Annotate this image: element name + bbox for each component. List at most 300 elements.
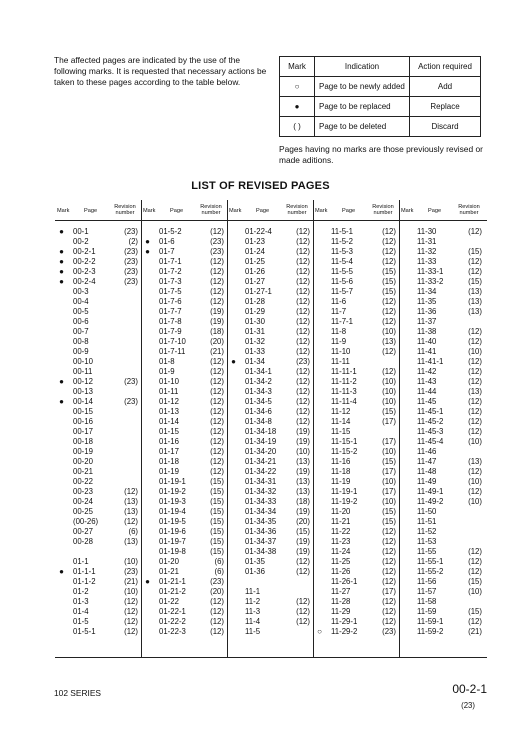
revision-number: (13) (468, 297, 482, 306)
list-item (401, 417, 483, 427)
page-id: 11-32 (417, 247, 437, 256)
list-item (229, 397, 311, 407)
revision-number: (12) (468, 557, 482, 566)
page-revision: (23) (461, 701, 475, 710)
list-item (143, 517, 225, 527)
col-header-mark: Mark (143, 208, 156, 214)
page-id: 11-30 (417, 227, 437, 236)
page-id: 01-36 (245, 567, 265, 576)
list-item (143, 457, 225, 467)
page-id: 00-1 (73, 227, 89, 236)
list-item (229, 417, 311, 427)
page-id: 01-34 (245, 357, 265, 366)
list-item (229, 387, 311, 397)
revision-number: (13) (468, 387, 482, 396)
page-id: 01-24 (245, 247, 265, 256)
page-id: 01-5-1 (73, 627, 96, 636)
list-item (57, 317, 139, 327)
revision-number: (12) (382, 607, 396, 616)
revision-number: (18) (296, 497, 310, 506)
list-item (57, 237, 139, 247)
list-item (315, 517, 397, 527)
revision-number: (23) (210, 237, 224, 246)
revision-number: (15) (210, 477, 224, 486)
revision-number: (12) (468, 547, 482, 556)
page-id: 01-16 (159, 437, 179, 446)
page-id: 11-59-2 (417, 627, 444, 636)
list-item (315, 457, 397, 467)
list-item (315, 627, 397, 637)
revision-number: (15) (210, 507, 224, 516)
page-id: 00-14 (73, 397, 93, 406)
revision-mark: ● (59, 567, 64, 576)
list-item (143, 337, 225, 347)
revision-number: (12) (468, 397, 482, 406)
list-item (143, 347, 225, 357)
revision-number: (15) (382, 507, 396, 516)
revision-number: (12) (296, 597, 310, 606)
list-item (143, 587, 225, 597)
revision-number: (13) (468, 307, 482, 316)
page-id: 01-34-32 (245, 487, 277, 496)
revision-number: (12) (382, 257, 396, 266)
col-header-mark: Mark (401, 208, 414, 214)
revision-number: (12) (382, 547, 396, 556)
list-item (401, 527, 483, 537)
revision-number: (10) (468, 347, 482, 356)
revision-number: (23) (124, 377, 138, 386)
revision-number: (12) (382, 567, 396, 576)
list-item (315, 567, 397, 577)
revision-number: (12) (382, 577, 396, 586)
page-id: 11-33-1 (417, 267, 444, 276)
revision-number: (12) (382, 537, 396, 546)
col-header-revision: Revision number (114, 204, 136, 217)
page-id: 11-33-2 (417, 277, 444, 286)
page-id: 01-34-35 (245, 517, 277, 526)
revision-number: (12) (210, 627, 224, 636)
page-id: 11-26 (331, 567, 351, 576)
list-item (315, 267, 397, 277)
page-id: 01-22-4 (245, 227, 272, 236)
list-item (315, 307, 397, 317)
list-item (315, 287, 397, 297)
page-id: 01-35 (245, 557, 265, 566)
revision-number: (10) (382, 387, 396, 396)
revision-mark: ● (59, 377, 64, 386)
revision-number: (6) (214, 557, 224, 566)
page-id: 01-7-11 (159, 347, 186, 356)
page-id: 00-11 (73, 367, 93, 376)
revision-number: (23) (210, 577, 224, 586)
page-id: 11-31 (417, 237, 437, 246)
list-item (229, 597, 311, 607)
list-item (229, 307, 311, 317)
page-id: 00-8 (73, 337, 89, 346)
page-id: 01-1 (73, 557, 89, 566)
page-id: 11-21 (331, 517, 351, 526)
revision-number: (19) (296, 537, 310, 546)
revision-number: (17) (382, 437, 396, 446)
list-item (315, 617, 397, 627)
list-item (315, 557, 397, 567)
revision-number: (13) (124, 507, 138, 516)
list-item (57, 397, 139, 407)
list-item (57, 437, 139, 447)
revision-number: (12) (382, 557, 396, 566)
revision-number: (12) (296, 267, 310, 276)
page-id: 01-19-7 (159, 537, 186, 546)
revision-number: (15) (382, 407, 396, 416)
revision-number: (12) (382, 527, 396, 536)
col-header-page: Page (342, 208, 356, 214)
list-item (229, 317, 311, 327)
list-item (143, 367, 225, 377)
revision-number: (12) (468, 227, 482, 236)
list-item (401, 297, 483, 307)
revision-number: (20) (210, 337, 224, 346)
list-item (143, 617, 225, 627)
list-item (229, 427, 311, 437)
revision-number: (12) (296, 297, 310, 306)
list-item (57, 517, 139, 527)
list-item (143, 237, 225, 247)
revision-number: (21) (124, 577, 138, 586)
list-item (229, 457, 311, 467)
page-id: 11-16 (331, 457, 351, 466)
revision-number: (12) (296, 247, 310, 256)
page-id: 00-16 (73, 417, 93, 426)
revision-number: (12) (210, 297, 224, 306)
page-id: 00-25 (73, 507, 93, 516)
page-id: 11-9 (331, 337, 347, 346)
list-item (57, 617, 139, 627)
page-id: 01-34-36 (245, 527, 277, 536)
list-item (143, 477, 225, 487)
page-id: 11-5-3 (331, 247, 353, 256)
page-id: 01-7-8 (159, 317, 182, 326)
list-item (315, 447, 397, 457)
page-id: 01-19-2 (159, 487, 186, 496)
revision-number: (10) (382, 327, 396, 336)
page-id: 01-3 (73, 597, 89, 606)
list-item (401, 627, 483, 637)
list-item (401, 427, 483, 437)
page-id: 11-15 (331, 427, 351, 436)
page-id: 01-7-7 (159, 307, 182, 316)
revision-number: (13) (468, 287, 482, 296)
list-item (401, 377, 483, 387)
revision-number: (12) (124, 607, 138, 616)
page-id: 11-4 (245, 617, 261, 626)
column-divider (141, 200, 142, 658)
page-id: 11-7-1 (331, 317, 353, 326)
revision-number: (17) (382, 417, 396, 426)
revision-number: (23) (296, 357, 310, 366)
list-item (401, 557, 483, 567)
revision-number: (12) (210, 447, 224, 456)
list-item (143, 547, 225, 557)
list-item (57, 557, 139, 567)
list-item (315, 247, 397, 257)
page-id: 11-48 (417, 467, 437, 476)
page-id: 01-7-3 (159, 277, 182, 286)
list-item (401, 367, 483, 377)
revision-number: (10) (296, 447, 310, 456)
page-id: 11-11-3 (331, 387, 357, 396)
action-text: Add (410, 77, 481, 97)
revision-number: (15) (382, 277, 396, 286)
page-id: 01-13 (159, 407, 179, 416)
list-item (57, 407, 139, 417)
list-item (401, 437, 483, 447)
revision-mark: ● (59, 397, 64, 406)
list-item (57, 597, 139, 607)
page-id: 11-35 (417, 297, 437, 306)
list-item (229, 337, 311, 347)
page-id: 11-5-6 (331, 277, 353, 286)
page-id: 11-57 (417, 587, 437, 596)
list-item (401, 497, 483, 507)
list-item (57, 457, 139, 467)
page-id: 01-10 (159, 377, 179, 386)
page-id: 01-7-1 (159, 257, 182, 266)
page-id: 01-34-37 (245, 537, 277, 546)
list-item (57, 387, 139, 397)
col-header-page: Page (256, 208, 270, 214)
list-item (57, 507, 139, 517)
intro-text: The affected pages are indicated by the use of the following marks. It is requested that necessary actions be taken to these pages according to the table below. (54, 55, 267, 87)
list-item (315, 277, 397, 287)
revision-number: (6) (128, 527, 138, 536)
list-item (229, 277, 311, 287)
list-item (229, 587, 311, 597)
page-id: 11-24 (331, 547, 351, 556)
revision-number: (12) (296, 347, 310, 356)
indication-text: Page to be newly added (315, 77, 410, 97)
page-id: 11-14 (331, 417, 351, 426)
list-item (57, 347, 139, 357)
page-id: 01-21 (159, 567, 179, 576)
revision-number: (19) (210, 317, 224, 326)
indication-text: Page to be deleted (315, 117, 410, 137)
page-id: 11-11-4 (331, 397, 357, 406)
list-item (57, 577, 139, 587)
list-item (315, 257, 397, 267)
page-id: 01-28 (245, 297, 265, 306)
page-id: 11-58 (417, 597, 437, 606)
page-id: 01-34-34 (245, 507, 277, 516)
revision-number: (13) (296, 477, 310, 486)
revision-number: (12) (468, 357, 482, 366)
page-id: 11-20 (331, 507, 351, 516)
page-id: 01-15 (159, 427, 179, 436)
list-item (315, 357, 397, 367)
page-id: 00-6 (73, 317, 89, 326)
note-text: Pages having no marks are those previously revised or made aditions. (279, 144, 483, 165)
page-id: 01-34-3 (245, 387, 272, 396)
list-item (401, 317, 483, 327)
revision-mark: ○ (317, 627, 322, 636)
list-item (315, 337, 397, 347)
col-header-page: Page (84, 208, 98, 214)
revision-number: (12) (382, 617, 396, 626)
list-item (57, 487, 139, 497)
revision-number: (10) (382, 397, 396, 406)
page-id: 01-31 (245, 327, 265, 336)
page-id: 01-11 (159, 387, 179, 396)
page-id: 01-27 (245, 277, 265, 286)
page-id: 01-26 (245, 267, 265, 276)
list-item (229, 497, 311, 507)
revision-number: (12) (468, 377, 482, 386)
page-id: 01-34-2 (245, 377, 272, 386)
bottom-rule (55, 657, 487, 658)
list-item (57, 447, 139, 457)
revision-number: (23) (210, 247, 224, 256)
revision-number: (12) (210, 407, 224, 416)
revision-number: (23) (124, 397, 138, 406)
page-id: 01-21-1 (159, 577, 186, 586)
revision-mark: ● (145, 237, 150, 246)
col-header-revision: Revision number (372, 204, 394, 217)
page-id: 11-5-7 (331, 287, 353, 296)
list-item (143, 327, 225, 337)
page-id: 11-19-1 (331, 487, 358, 496)
page-id: 11-59-1 (417, 617, 444, 626)
revision-number: (12) (468, 367, 482, 376)
revision-number: (12) (210, 607, 224, 616)
list-item (401, 357, 483, 367)
col-header-revision: Revision number (200, 204, 222, 217)
page-id: 11-45-1 (417, 407, 444, 416)
page-id: 11-1 (245, 587, 261, 596)
revision-number: (12) (296, 407, 310, 416)
page-id: 01-7-2 (159, 267, 182, 276)
page-id: 01-34-21 (245, 457, 277, 466)
revision-number: (15) (210, 517, 224, 526)
revision-number: (12) (296, 227, 310, 236)
revision-number: (13) (468, 457, 482, 466)
page-id: 11-26-1 (331, 577, 358, 586)
page-number: 00-2-1 (452, 682, 487, 696)
list-item (229, 257, 311, 267)
page-id: (00-26) (73, 517, 99, 526)
list-item (229, 367, 311, 377)
revision-number: (19) (296, 507, 310, 516)
page-id: 01-22-3 (159, 627, 186, 636)
list-item (229, 377, 311, 387)
page-id: 11-38 (417, 327, 437, 336)
page-id: 11-45-2 (417, 417, 444, 426)
revision-number: (12) (210, 267, 224, 276)
page-id: 01-7-9 (159, 327, 182, 336)
list-item (401, 577, 483, 587)
list-item (57, 497, 139, 507)
revision-number: (23) (124, 567, 138, 576)
page-id: 01-23 (245, 237, 265, 246)
revision-number: (15) (468, 577, 482, 586)
page-id: 11-53 (417, 537, 437, 546)
list-item (315, 537, 397, 547)
page-id: 00-22 (73, 477, 93, 486)
list-item (401, 467, 483, 477)
list-item (57, 427, 139, 437)
revision-number: (21) (210, 347, 224, 356)
page-id: 00-12 (73, 377, 93, 386)
page-id: 11-25 (331, 557, 351, 566)
page-id: 11-29 (331, 607, 351, 616)
page-id: 01-19-6 (159, 527, 186, 536)
revision-number: (12) (210, 387, 224, 396)
page-id: 11-34 (417, 287, 437, 296)
page-id: 11-29-1 (331, 617, 358, 626)
page-id: 00-15 (73, 407, 93, 416)
revision-number: (12) (468, 617, 482, 626)
list-item (57, 527, 139, 537)
list-item (401, 267, 483, 277)
list-item (401, 597, 483, 607)
list-item (143, 307, 225, 317)
list-item (143, 597, 225, 607)
list-item (143, 317, 225, 327)
list-item (57, 367, 139, 377)
list-item (229, 477, 311, 487)
revision-number: (12) (210, 427, 224, 436)
revision-number: (12) (296, 417, 310, 426)
revision-number: (12) (210, 287, 224, 296)
revision-number: (12) (296, 337, 310, 346)
list-item (401, 257, 483, 267)
header-indication: Indication (315, 57, 410, 77)
revision-number: (12) (210, 227, 224, 236)
page-id: 11-41 (417, 347, 437, 356)
revision-number: (13) (382, 337, 396, 346)
list-item (315, 477, 397, 487)
list-item (143, 577, 225, 587)
revision-number: (10) (468, 477, 482, 486)
page-id: 01-32 (245, 337, 265, 346)
list-item (401, 307, 483, 317)
action-text: Discard (410, 117, 481, 137)
revision-mark: ● (59, 227, 64, 236)
list-item (229, 627, 311, 637)
list-item (401, 567, 483, 577)
page-id: 01-8 (159, 357, 175, 366)
page-id: 11-10 (331, 347, 351, 356)
revision-number: (12) (296, 327, 310, 336)
page-id: 01-22-2 (159, 617, 186, 626)
revision-number: (10) (468, 437, 482, 446)
page-id: 01-7-6 (159, 297, 182, 306)
list-item (315, 487, 397, 497)
list-item (315, 227, 397, 237)
list-item (315, 507, 397, 517)
page-id: 11-49 (417, 477, 437, 486)
page-id: 01-34-31 (245, 477, 277, 486)
revision-number: (12) (296, 377, 310, 386)
revision-number: (12) (468, 487, 482, 496)
revision-number: (23) (124, 247, 138, 256)
page-id: 11-55-1 (417, 557, 444, 566)
revision-number: (15) (210, 497, 224, 506)
list-item (57, 537, 139, 547)
page-id: 00-2-2 (73, 257, 96, 266)
list-item (229, 267, 311, 277)
revision-number: (12) (124, 597, 138, 606)
list-item (143, 507, 225, 517)
header-rule (55, 220, 487, 221)
